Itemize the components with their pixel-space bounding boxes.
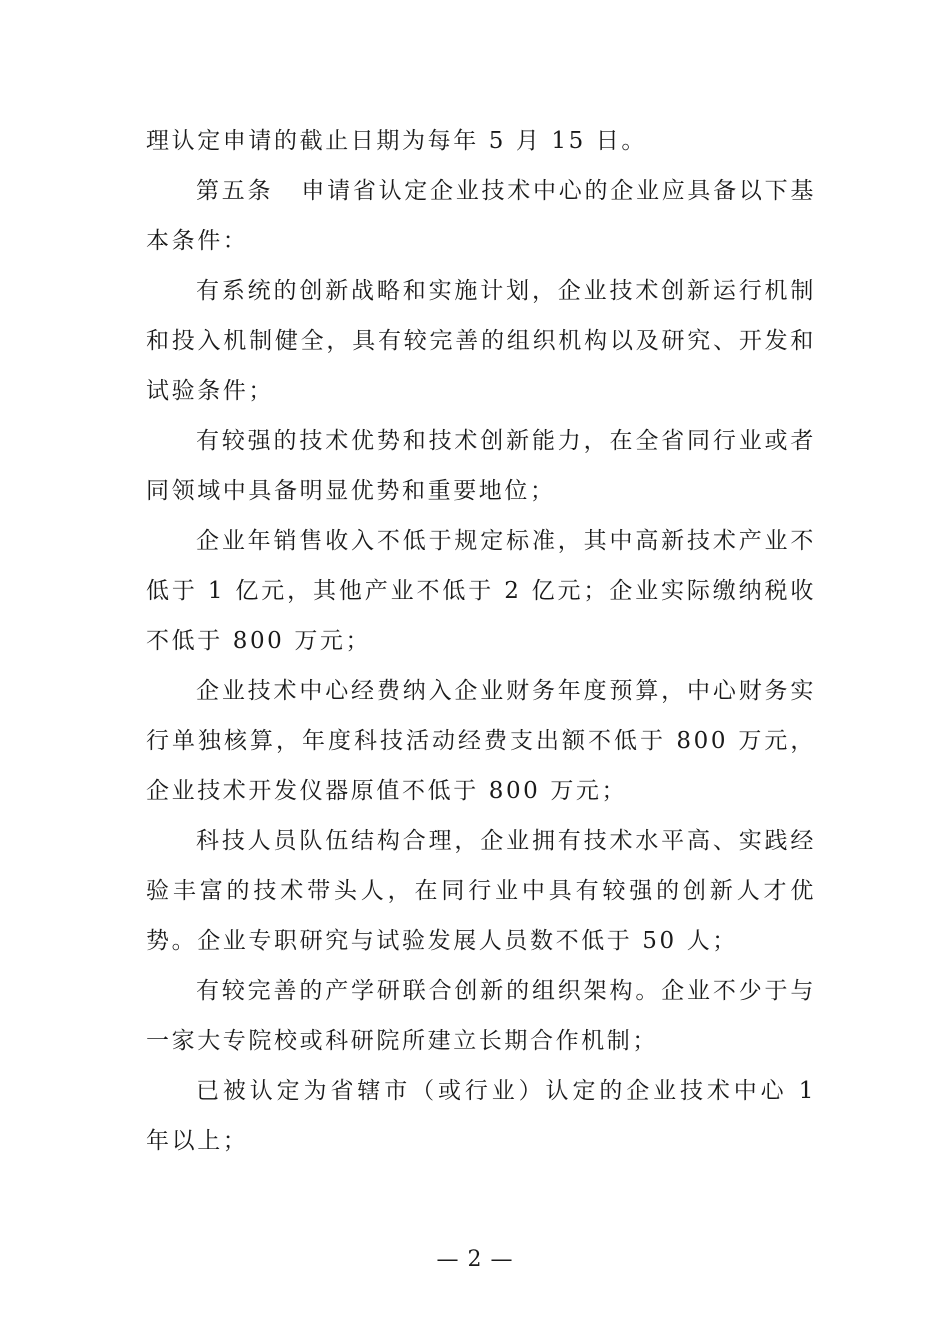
paragraph-continuation: 理认定申请的截止日期为每年 5 月 15 日。 (146, 128, 647, 154)
article-5-heading (146, 166, 816, 266)
condition-innovation-strategy: 有系统的创新战略和实施计划，企业技术创新运行机制和投入机制健全，具有较完善的组织机构以及研究、开发和试验条件； (146, 278, 816, 404)
condition-technical-advantage: 有较强的技术优势和技术创新能力，在全省同行业或者同领域中具备明显优势和重要地位； (146, 428, 816, 504)
article-5-text: 申请省认定企业技术中心的企业应具备以下基本条件： (146, 178, 816, 254)
condition-personnel: 科技人员队伍结构合理，企业拥有技术水平高、实践经验丰富的技术带头人，在同行业中具有较强的创新人才优势。企业专职研究与试验发展人员数不低于 50 人； (146, 828, 816, 954)
condition-sales-revenue: 企业年销售收入不低于规定标准，其中高新技术产业不低于 1 亿元，其他产业不低于 2 亿元；企业实际缴纳税收不低于 800 万元； (146, 528, 816, 654)
page-number: — 2 — (436, 1247, 514, 1272)
condition-prior-certification: 已被认定为省辖市（或行业）认定的企业技术中心 1 年以上； (146, 1078, 816, 1154)
condition-cooperation: 有较完善的产学研联合创新的组织架构。企业不少于与一家大专院校或科研院所建立长期合作机制； (146, 978, 816, 1054)
condition-funding: 企业技术中心经费纳入企业财务年度预算，中心财务实行单独核算，年度科技活动经费支出额不低于 800 万元，企业技术开发仪器原值不低于 800 万元； (146, 678, 816, 804)
article-number: 第五条 (196, 178, 274, 204)
